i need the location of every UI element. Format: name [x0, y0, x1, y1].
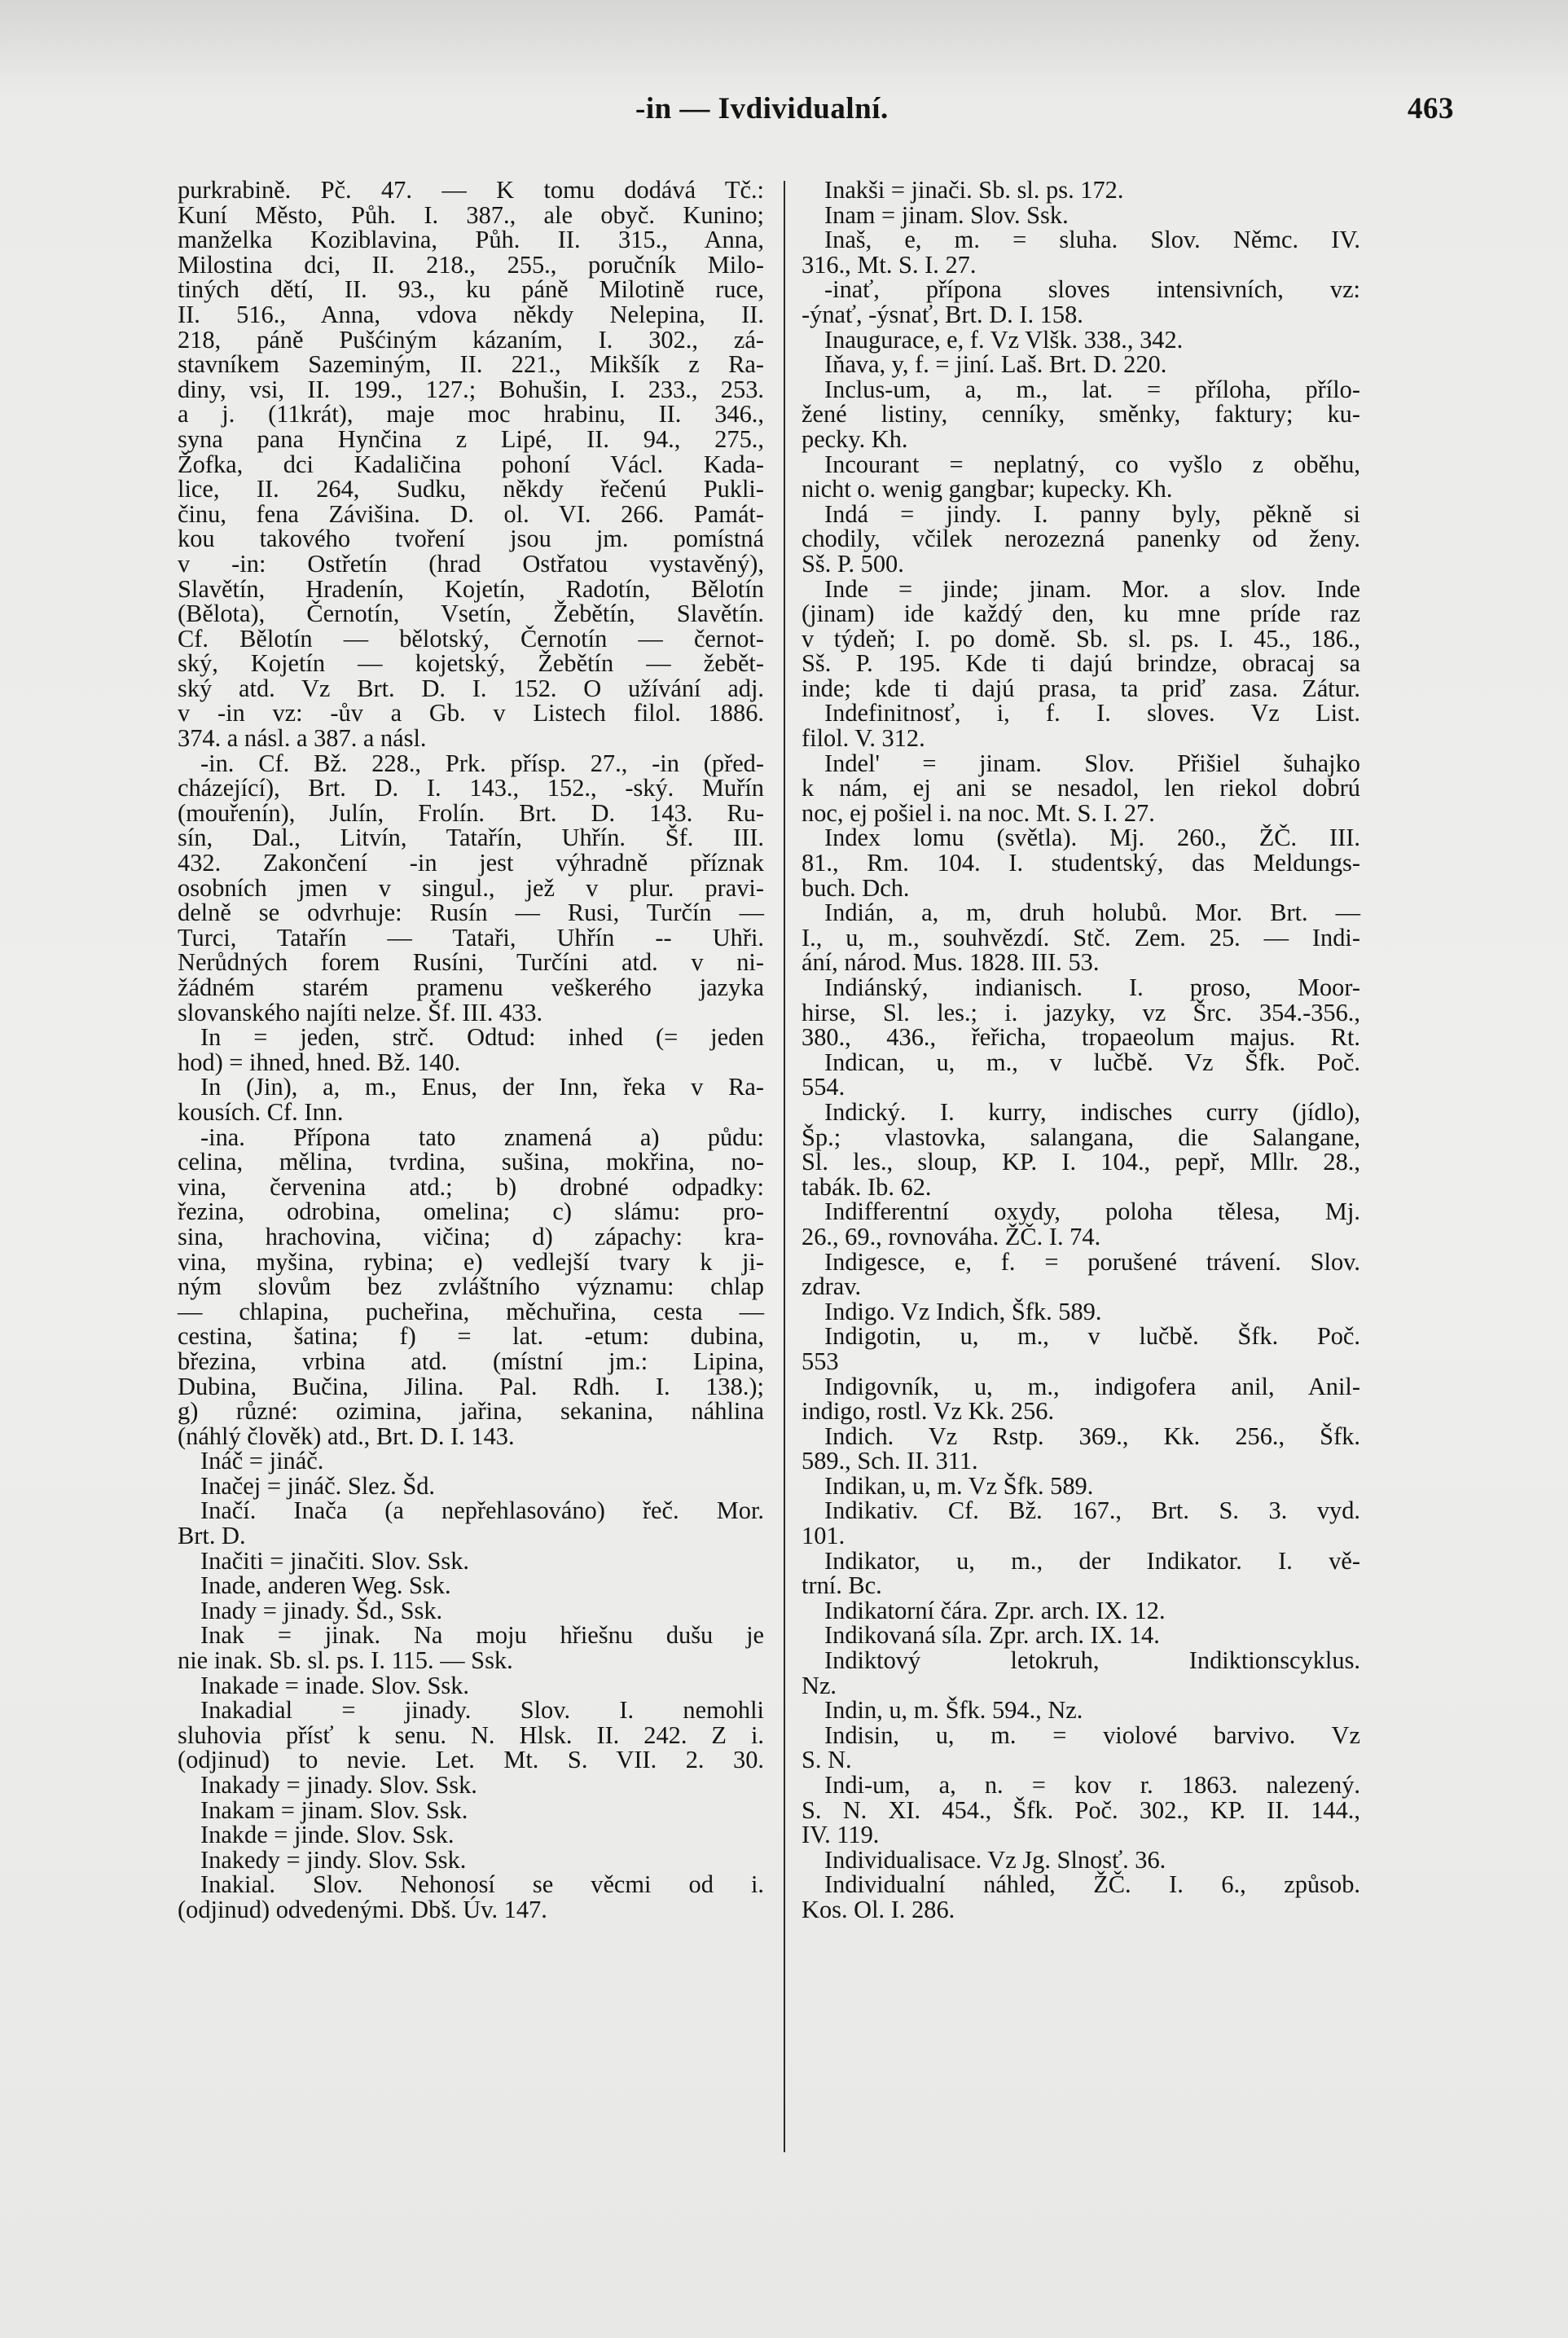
text-line: vina, červenina atd.; b) drobné odpadky:	[178, 1172, 764, 1201]
entry-headline: Inady = jinady. Šd., Ssk.	[200, 1596, 443, 1624]
entry-headline: Inade, anderen Weg. Ssk.	[200, 1571, 451, 1600]
text-line: Kuní Město, Půh. I. 387., ale obyč. Kunino;	[178, 200, 764, 229]
text-line: žádném starém pramenu veškerého jazyka	[178, 973, 764, 1001]
text-line: manželka Koziblavina, Půh. II. 315., Anna,	[178, 226, 764, 254]
text-line: noc, ej pošiel i. na noc. Mt. S. I. 27.	[802, 798, 1155, 827]
text-line: delně se odvrhuje: Rusín — Rusi, Turčín —	[178, 899, 764, 927]
text-line: hirse, Sl. les.; i. jazyky, vz Šrc. 354.-356.,	[802, 998, 1360, 1026]
text-line: Nerůdných forem Rusíni, Turčíni atd. v ni-	[178, 948, 764, 977]
text-line: (jinam) ide každý den, ku mne príde raz	[802, 600, 1360, 628]
text-line: Žofka, dci Kadaličina pohoní Václ. Kada-	[178, 450, 764, 478]
entry-headline: Inaš, e, m. = sluha. Slov. Němc. IV.	[824, 226, 1360, 254]
entry-headline: Indifferentní oxydy, poloha tělesa, Mj.	[824, 1198, 1360, 1226]
text-line: (odjinud) odvedenými. Dbš. Úv. 147.	[178, 1895, 547, 1923]
text-line: 554.	[802, 1073, 845, 1101]
entry-headline: Indisin, u, m. = violové barvivo. Vz	[824, 1721, 1360, 1749]
entry-headline: Inačiti = jinačiti. Slov. Ssk.	[200, 1546, 470, 1575]
text-line: Turci, Tatařín — Tataři, Uhřín -- Uhři.	[178, 923, 764, 951]
text-line: purkrabině. Pč. 47. — K tomu dodává Tč.:	[178, 176, 764, 204]
entry-headline: Indigotin, u, m., v lučbě. Šfk. Poč.	[824, 1322, 1360, 1351]
text-line: tabák. Ib. 62.	[802, 1172, 932, 1201]
entry-headline: Inačej = jináč. Slez. Šd.	[200, 1471, 436, 1500]
text-line: cházející), Brt. D. I. 143., 152., -ský. Muřín	[178, 774, 764, 802]
entry-headline: Individualisace. Vz Jg. Slnosť. 36.	[824, 1845, 1166, 1874]
text-line: inde; kde ti dajú prasa, ta priď zasa. Zátur.	[802, 674, 1360, 702]
text-line: indigo, rostl. Vz Kk. 256.	[802, 1397, 1055, 1426]
text-line: hod) = ihned, hned. Bž. 140.	[178, 1048, 461, 1076]
text-line: (odjinud) to nevie. Let. Mt. S. VII. 2. 30.	[178, 1746, 764, 1774]
text-line: kou takového tvoření jsou jm. pomístná	[178, 525, 764, 553]
entry-headline: Indikativ. Cf. Bž. 167., Brt. S. 3. vyd.	[824, 1496, 1360, 1525]
text-line: k nám, ej ani se nesadol, len riekol dobrú	[802, 774, 1360, 802]
text-line: Nz.	[802, 1671, 837, 1699]
entry-headline: Inam = jinam. Slov. Ssk.	[824, 200, 1069, 229]
entry-headline: Ináč = jináč.	[200, 1447, 324, 1475]
entry-headline: In = jeden, strč. Odtud: inhed (= jeden	[200, 1023, 764, 1052]
running-title: -in — Ivdividualní.	[635, 92, 889, 125]
text-line: Brt. D.	[178, 1522, 246, 1550]
entry-headline: Inaugurace, e, f. Vz Vlšk. 338., 342.	[824, 325, 1184, 354]
text-line: 218, páně Pušćiným kázaním, I. 302., zá-	[178, 325, 764, 354]
entry-headline: Inakši = jinači. Sb. sl. ps. 172.	[824, 176, 1124, 204]
text-line: sina, hrachovina, vičina; d) zápachy: kra-	[178, 1222, 764, 1250]
entry-headline: Inakade = inade. Slov. Ssk.	[200, 1671, 469, 1699]
entry-headline: Indián, a, m, druh holubů. Mor. Brt. —	[824, 899, 1360, 927]
text-line: v týdeň; I. po domě. Sb. sl. ps. I. 45., 186.,	[802, 624, 1360, 653]
text-line: Sl. les., sloup, KP. I. 104., pepř, Mllr. 28.,	[802, 1148, 1360, 1176]
text-line: diny, vsi, II. 199., 127.; Bohušin, I. 233., 253.	[178, 375, 764, 403]
text-line: a j. (11krát), maje moc hrabinu, II. 346.,	[178, 400, 764, 428]
text-line: žené listiny, cenníky, směnky, faktury; ku-	[802, 400, 1360, 428]
text-line: březina, vrbina atd. (místní jm.: Lipina,	[178, 1347, 764, 1375]
text-line: Sš. P. 195. Kde ti dajú brindze, obracaj sa	[802, 649, 1360, 678]
entry-headline: Indikator, u, m., der Indikator. I. vě-	[824, 1546, 1360, 1575]
text-line: Slavětín, Hradenín, Kojetín, Radotín, Bělotín	[178, 574, 764, 603]
text-line: 316., Mt. S. I. 27.	[802, 250, 977, 279]
entry-headline: Inclus-um, a, m., lat. = příloha, přílo-	[824, 375, 1360, 403]
entry-headline: Indikovaná síla. Zpr. arch. IX. 14.	[824, 1621, 1160, 1650]
text-line: nie inak. Sb. sl. ps. I. 115. — Ssk.	[178, 1646, 513, 1675]
entry-headline: Indický. I. kurry, indisches curry (jídlo),	[824, 1097, 1360, 1126]
text-line: 380., 436., řeřicha, tropaeolum majus. Rt.	[802, 1023, 1360, 1052]
entry-headline: -in. Cf. Bž. 228., Prk. přísp. 27., -in (před-	[200, 749, 764, 777]
entry-headline: Indigo. Vz Indich, Šfk. 589.	[824, 1297, 1102, 1325]
text-line: cestina, šatina; f) = lat. -etum: dubina,	[178, 1322, 764, 1351]
text-line: (Bělota), Černotín, Vsetín, Žebětín, Slavětín.	[178, 600, 764, 628]
text-line: 553	[802, 1347, 839, 1375]
entry-headline: Individualní náhled, ŽČ. I. 6., způsob.	[824, 1870, 1360, 1899]
text-line: kousích. Cf. Inn.	[178, 1097, 344, 1126]
text-line: trní. Bc.	[802, 1571, 882, 1600]
text-line: ský, Kojetín — kojetský, Žebětín — žebět-	[178, 649, 764, 678]
text-line: stavníkem Sazeminým, II. 221., Mikšík z Ra-	[178, 350, 764, 379]
entry-headline: Indiktový letokruh, Indiktionscyklus.	[824, 1646, 1360, 1675]
entry-headline: In (Jin), a, m., Enus, der Inn, řeka v Ra-	[200, 1073, 764, 1101]
entry-headline: Iňava, y, f. = jiní. Laš. Brt. D. 220.	[824, 350, 1167, 379]
text-line: (náhlý člověk) atd., Brt. D. I. 143.	[178, 1422, 515, 1450]
text-line: Šp.; vlastovka, salangana, die Salangane,	[802, 1123, 1360, 1151]
text-line: I., u, m., souhvězdí. Stč. Zem. 25. — Indi-	[802, 923, 1360, 951]
entry-headline: Inakde = jinde. Slov. Ssk.	[200, 1821, 455, 1849]
text-line: g) různé: ozimina, jařina, sekanina, náhlina	[178, 1397, 764, 1426]
text-line: v -in vz: -ův a Gb. v Listech filol. 1886.	[178, 699, 764, 727]
entry-headline: Incourant = neplatný, co vyšlo z oběhu,	[824, 450, 1360, 478]
text-line: řezina, odrobina, omelina; c) slámu: pro-	[178, 1198, 764, 1226]
text-line: v -in: Ostřetín (hrad Ostřatou vystavěný),	[178, 549, 764, 578]
text-line: Milostina dci, II. 218., 255., poručník Milo-	[178, 250, 764, 279]
text-line: — chlapina, pucheřina, měchuřina, cesta —	[178, 1297, 764, 1325]
text-line: II. 516., Anna, vdova někdy Nelepina, II.	[178, 300, 764, 328]
entry-headline: Inakial. Slov. Nehonosí se věcmi od i.	[200, 1870, 764, 1899]
text-line: Kos. Ol. I. 286.	[802, 1895, 955, 1923]
text-line: chodily, včilek nerozezná panenky od ženy.	[802, 525, 1360, 553]
text-line: vina, myšina, rybina; e) vedlejší tvary k ji-	[178, 1247, 764, 1276]
text-line: osobních jmen v singul., jež v plur. pravi-	[178, 873, 764, 902]
text-line: Cf. Bělotín — bělotský, Černotín — černot-	[178, 624, 764, 653]
text-line: -ýnať, -ýsnať, Brt. D. I. 158.	[802, 300, 1083, 328]
entry-headline: Indefinitnosť, i, f. I. sloves. Vz List.	[824, 699, 1360, 727]
page-number: 463	[1408, 92, 1454, 125]
entry-headline: Indican, u, m., v lučbě. Vz Šfk. Poč.	[824, 1048, 1360, 1076]
page-header	[163, 91, 1454, 132]
entry-headline: Indiánský, indianisch. I. proso, Moor-	[824, 973, 1360, 1001]
text-line: (mouřenín), Julín, Frolín. Brt. D. 143. Ru-	[178, 798, 764, 827]
entry-headline: Inakedy = jindy. Slov. Ssk.	[200, 1845, 467, 1874]
text-line: slovanského najíti nelze. Šf. III. 433.	[178, 998, 543, 1026]
entry-headline: Inak = jinak. Na moju hřiešnu dušu je	[200, 1621, 764, 1650]
text-line: Sš. P. 500.	[802, 549, 904, 578]
text-line: zdrav.	[802, 1272, 862, 1301]
entry-headline: Index lomu (světla). Mj. 260., ŽČ. III.	[824, 824, 1360, 852]
text-line: 432. Zakončení -in jest výhradně příznak	[178, 849, 764, 877]
entry-headline: -ina. Přípona tato znamená a) půdu:	[200, 1123, 764, 1151]
text-line: 26., 69., rovnováha. ŽČ. I. 74.	[802, 1222, 1101, 1250]
text-line: S. N.	[802, 1746, 852, 1774]
text-line: sín, Dal., Litvín, Tatařín, Uhřín. Šf. III.	[178, 824, 764, 852]
entry-headline: Indin, u, m. Šfk. 594., Nz.	[824, 1696, 1083, 1725]
text-line: činu, fena Závišina. D. ol. VI. 266. Památ-	[178, 499, 764, 528]
text-line: nicht o. wenig gangbar; kupecky. Kh.	[802, 475, 1173, 503]
entry-headline: Inakam = jinam. Slov. Ssk.	[200, 1795, 468, 1824]
entry-headline: Indigesce, e, f. = porušené trávení. Slov.	[824, 1247, 1360, 1276]
text-line: S. N. XI. 454., Šfk. Poč. 302., KP. II. 144.,	[802, 1795, 1360, 1824]
text-line: ání, národ. Mus. 1828. III. 53.	[802, 948, 1100, 977]
entry-headline: Indel' = jinam. Slov. Přišiel šuhajko	[824, 749, 1360, 777]
right-column	[802, 178, 1360, 1923]
entry-headline: Inakady = jinady. Slov. Ssk.	[200, 1771, 477, 1799]
text-line: 374. a násl. a 387. a násl.	[178, 724, 427, 753]
entry-headline: Inde = jinde; jinam. Mor. a slov. Inde	[824, 574, 1360, 603]
text-line: 101.	[802, 1522, 845, 1550]
text-line: celina, mělina, tvrdina, sušina, mokřina, no-	[178, 1148, 764, 1176]
entry-headline: Indá = jindy. I. panny byly, pěkně si	[824, 499, 1360, 528]
entry-headline: Inačí. Inača (a nepřehlasováno) řeč. Mor.	[200, 1496, 764, 1525]
entry-headline: Indigovník, u, m., indigofera anil, Anil-	[824, 1372, 1360, 1400]
text-line: ský atd. Vz Brt. D. I. 152. O užívání adj.	[178, 674, 764, 702]
text-line: 81., Rm. 104. I. studentský, das Meldungs-	[802, 849, 1360, 877]
entry-headline: Indikatorní čára. Zpr. arch. IX. 12.	[824, 1596, 1166, 1624]
entry-headline: Indikan, u, m. Vz Šfk. 589.	[824, 1471, 1094, 1500]
entry-headline: Indich. Vz Rstp. 369., Kk. 256., Šfk.	[824, 1422, 1360, 1450]
text-line: ným slovům bez zvláštního významu: chlap	[178, 1272, 764, 1301]
text-line: syna pana Hynčina z Lipé, II. 94., 275.,	[178, 424, 764, 453]
entry-headline: Inakadial = jinady. Slov. I. nemohli	[200, 1696, 764, 1725]
left-column	[178, 178, 764, 1923]
text-line: lice, II. 264, Sudku, někdy řečenú Pukli-	[178, 475, 764, 503]
text-line: Dubina, Bučina, Jilina. Pal. Rdh. I. 138.);	[178, 1372, 764, 1400]
text-line: 589., Sch. II. 311.	[802, 1447, 978, 1475]
text-line: sluhovia přísť k senu. N. Hlsk. II. 242. Z i.	[178, 1721, 764, 1749]
text-line: pecky. Kh.	[802, 424, 908, 453]
text-line: buch. Dch.	[802, 873, 910, 902]
text-line: IV. 119.	[802, 1821, 880, 1849]
entry-headline: -inať, přípona sloves intensivních, vz:	[824, 275, 1360, 304]
text-line: filol. V. 312.	[802, 724, 925, 753]
entry-headline: Indi-um, a, n. = kov r. 1863. nalezený.	[824, 1771, 1360, 1799]
column-divider	[784, 181, 785, 2152]
text-line: tiných dětí, II. 93., ku páně Milotině ruce,	[178, 275, 764, 304]
